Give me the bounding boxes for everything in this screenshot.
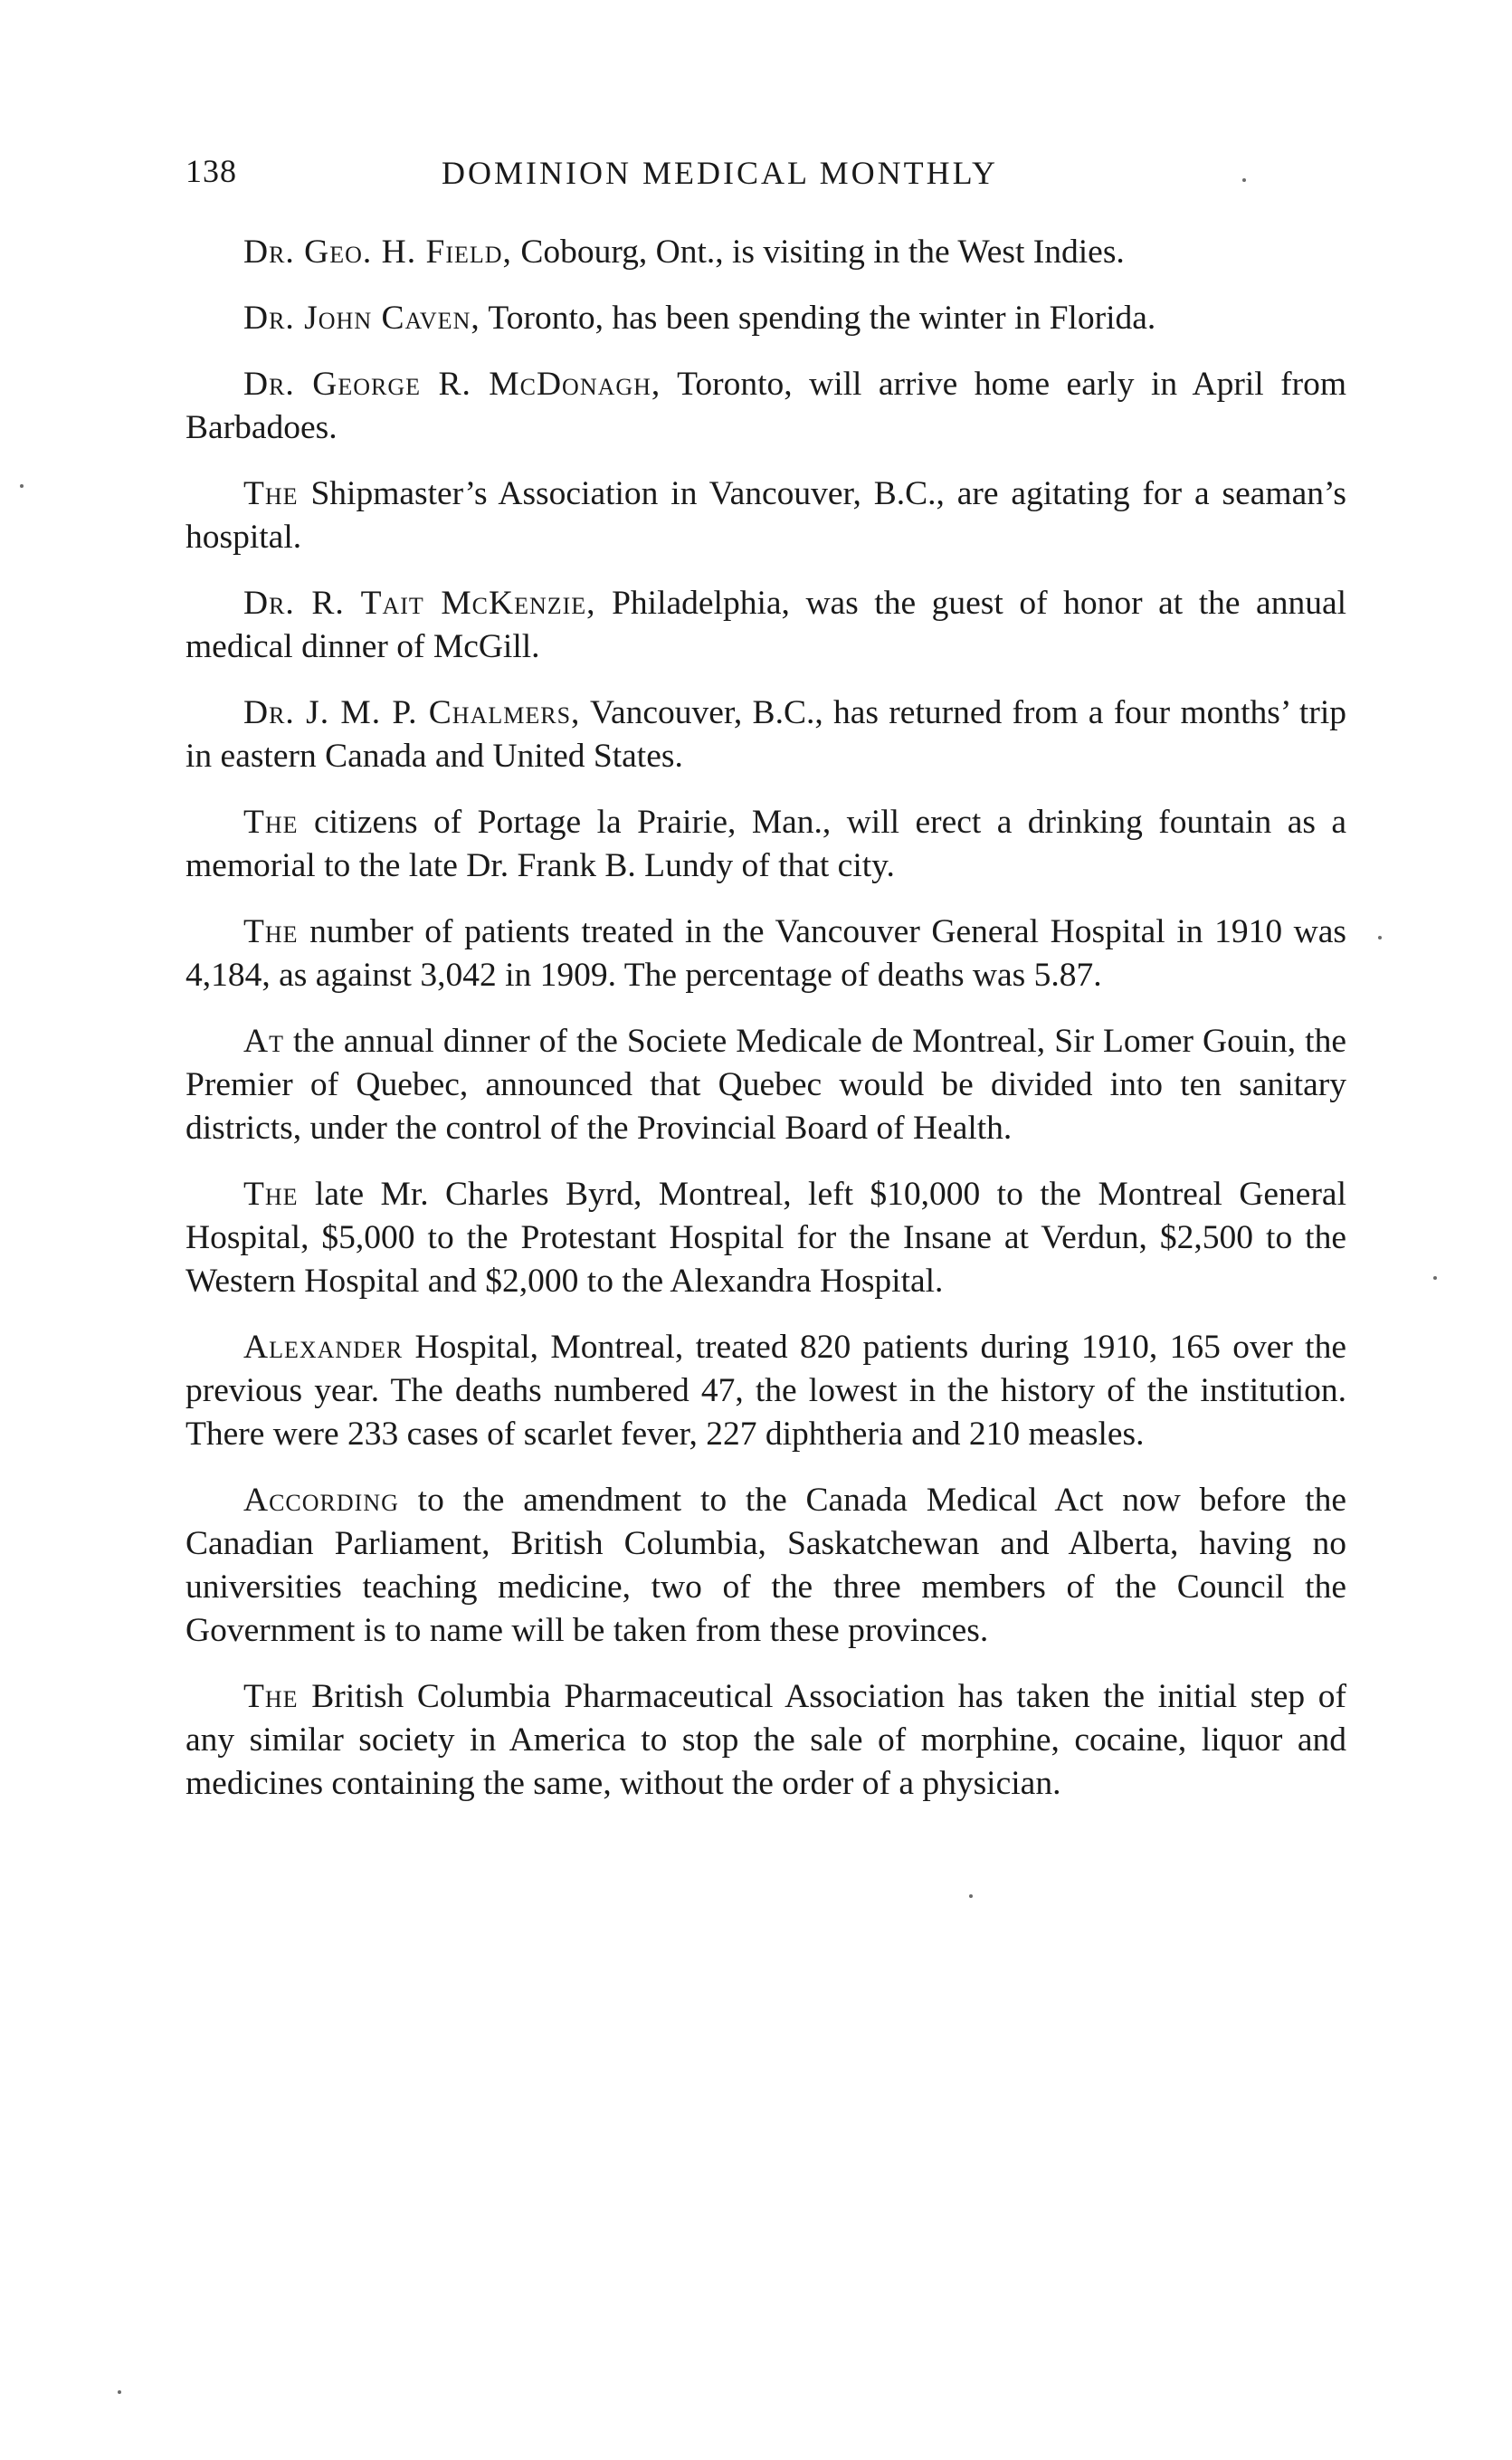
item-text: Vancouver, B.C., has returned from a four months’ trip in eastern Canada and United States.	[185, 694, 1346, 775]
news-item	[185, 297, 1346, 340]
news-item	[185, 1479, 1346, 1653]
item-lead: Dr. R. Tait McKenzie,	[243, 585, 596, 622]
scan-speck	[1242, 178, 1246, 182]
item-lead: The	[243, 804, 299, 841]
item-lead: According	[243, 1482, 399, 1519]
page-number: 138	[185, 153, 237, 189]
scan-speck	[1378, 936, 1382, 939]
item-lead: Dr. Geo. H. Field,	[243, 234, 512, 271]
item-lead: At	[243, 1023, 284, 1060]
scan-speck	[118, 2390, 121, 2394]
news-item	[185, 1326, 1346, 1456]
news-item	[185, 801, 1346, 888]
item-lead: Alexander	[243, 1329, 404, 1366]
item-lead: The	[243, 913, 299, 950]
item-text: Philadelphia, was the guest of honor at the annual medical dinner of McGill.	[185, 585, 1347, 665]
news-item	[185, 911, 1346, 997]
item-lead: The	[243, 1176, 299, 1213]
item-text: number of patients treated in the Vancouver General Hospital in 1910 was 4,184, as against 3,042 in 1909. The percentage of deaths was 5.87.	[185, 913, 1346, 994]
news-item	[185, 363, 1346, 450]
item-lead: Dr. George R. McDonagh,	[243, 366, 661, 403]
item-text: Toronto, will arrive home early in April from Barbadoes.	[185, 366, 1346, 446]
news-items	[185, 231, 1346, 1828]
news-item	[185, 1020, 1346, 1150]
news-item	[185, 582, 1346, 669]
news-item	[185, 472, 1346, 559]
scan-speck	[20, 484, 24, 488]
item-text: citizens of Portage la Prairie, Man., will erect a drinking fountain as a memorial to the late Dr. Frank B. Lundy of that city.	[185, 804, 1346, 884]
running-title: DOMINION MEDICAL MONTHLY	[442, 155, 999, 191]
news-item	[185, 691, 1346, 778]
item-text: to the amendment to the Canada Medical Act now before the Canadian Parliament, British Columbia, Saskatchewan and Alberta, having no universities teaching medicine, two of the three members of the Council the Government is to name will be taken from these provinces.	[185, 1482, 1346, 1649]
scan-speck	[969, 1894, 973, 1898]
item-text: Shipmaster’s Association in Vancouver, B.C., are agitating for a seaman’s hospital.	[185, 475, 1346, 556]
scan-speck	[1433, 1276, 1437, 1280]
news-item	[185, 231, 1346, 274]
item-text: British Columbia Pharmaceutical Association has taken the initial step of any similar society in America to stop the sale of morphine, cocaine, liquor and medicines containing the same, without the order of a physician.	[185, 1678, 1346, 1802]
news-item	[185, 1675, 1346, 1806]
item-text: Toronto, has been spending the winter in Florida.	[480, 300, 1156, 337]
item-lead: The	[243, 475, 299, 512]
page-header	[185, 152, 1090, 206]
news-item	[185, 1173, 1346, 1303]
item-text: the annual dinner of the Societe Medicale de Montreal, Sir Lomer Gouin, the Premier of Quebec, announced that Quebec would be divided into ten sanitary districts, under the control of the Provincial Board of Health.	[185, 1023, 1346, 1147]
item-text: Hospital, Montreal, treated 820 patients during 1910, 165 over the previous year. The deaths numbered 47, the lowest in the history of the institution. There were 233 cases of scarlet fever, 227 diphtheria and 210 measles.	[185, 1329, 1346, 1453]
item-lead: Dr. John Caven,	[243, 300, 480, 337]
item-text: Cobourg, Ont., is visiting in the West Indies.	[511, 234, 1125, 271]
item-lead: Dr. J. M. P. Chalmers,	[243, 694, 581, 731]
item-text: late Mr. Charles Byrd, Montreal, left $10,000 to the Montreal General Hospital, $5,000 to the Protestant Hospital for the Insane at Verdun, $2,500 to the Western Hospital and $2,000 to the Alexandra Hospital.	[185, 1176, 1346, 1300]
item-lead: The	[243, 1678, 299, 1715]
